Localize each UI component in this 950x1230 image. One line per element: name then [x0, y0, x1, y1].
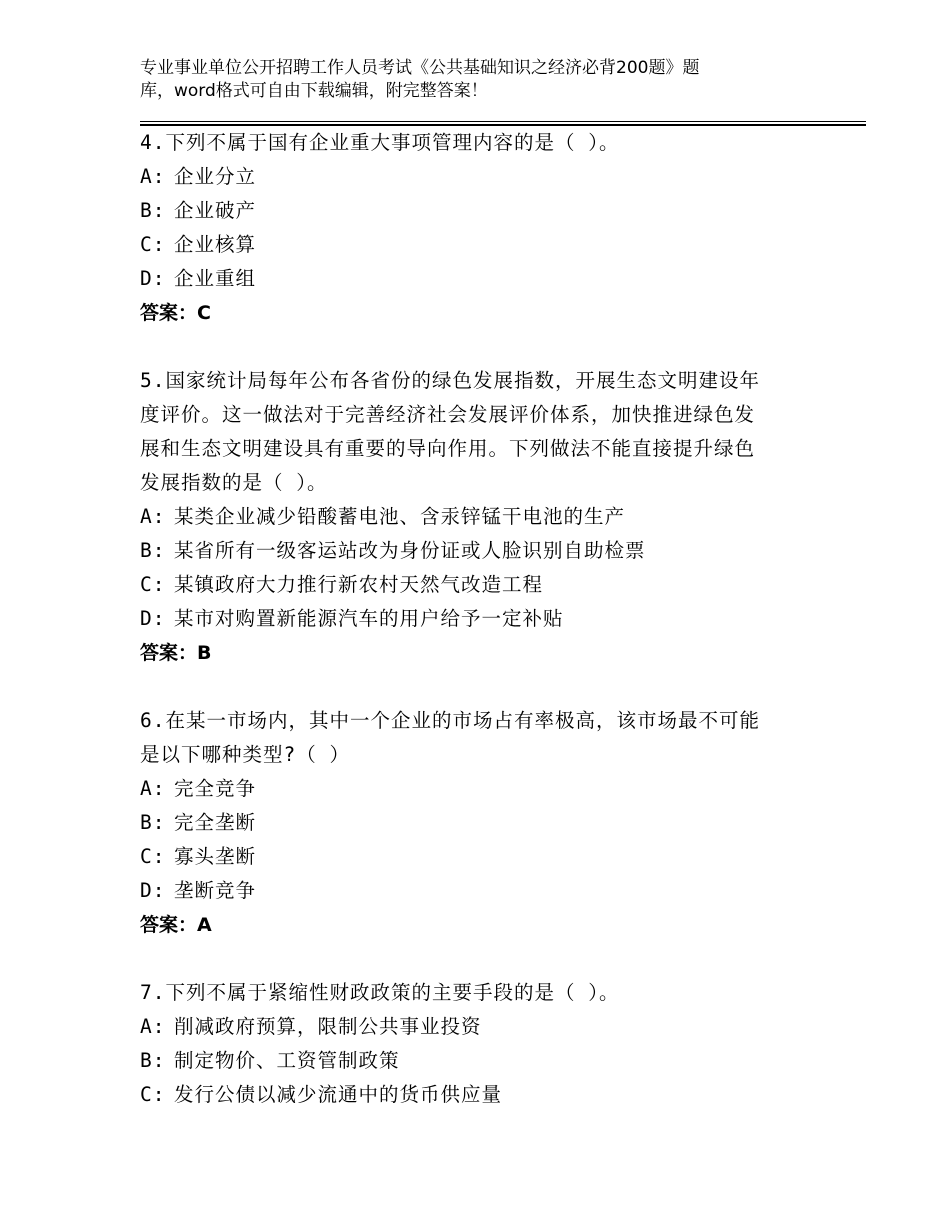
question-4-text: 4.下列不属于国有企业重大事项管理内容的是（ ）。 — [140, 131, 620, 154]
spacer — [140, 330, 800, 364]
option-key: A: — [140, 1015, 166, 1038]
option-text: 垄断竞争 — [174, 879, 257, 902]
option-text: 削减政府预算，限制公共事业投资 — [174, 1015, 482, 1038]
option-key: C: — [140, 573, 166, 596]
question-6-text-line-1: 6.在某一市场内，其中一个企业的市场占有率极高，该市场最不可能 — [140, 709, 760, 732]
question-4-option-c — [140, 228, 800, 262]
question-5 — [140, 364, 800, 670]
question-6-option-a — [140, 772, 800, 806]
question-5-option-d — [140, 602, 800, 636]
question-5-option-b — [140, 534, 800, 568]
option-text: 某省所有一级客运站改为身份证或人脸识别自助检票 — [174, 539, 646, 562]
option-text: 企业分立 — [174, 165, 257, 188]
option-key: C: — [140, 845, 166, 868]
question-list — [140, 126, 800, 1112]
option-text: 完全垄断 — [174, 811, 257, 834]
question-6-option-b — [140, 806, 800, 840]
question-7-option-a — [140, 1010, 800, 1044]
option-key: A: — [140, 777, 166, 800]
question-6-option-c — [140, 840, 800, 874]
question-6-option-d — [140, 874, 800, 908]
question-4-option-a — [140, 160, 800, 194]
option-text: 企业破产 — [174, 199, 257, 222]
option-text: 制定物价、工资管制政策 — [174, 1049, 400, 1072]
option-text: 寡头垄断 — [174, 845, 257, 868]
question-7-text: 7.下列不属于紧缩性财政政策的主要手段的是（ ）。 — [140, 981, 620, 1004]
question-6-text-line-2: 是以下哪种类型?（ ） — [140, 743, 350, 766]
question-5-answer: 答案：B — [140, 642, 212, 664]
question-5-option-c — [140, 568, 800, 602]
option-key: B: — [140, 1049, 166, 1072]
header-title-line-2: 库，word格式可自由下载编辑，附完整答案！ — [140, 81, 488, 101]
header-title-line-1: 专业事业单位公开招聘工作人员考试《公共基础知识之经济必背200题》题 — [140, 58, 700, 78]
question-5-option-a — [140, 500, 800, 534]
spacer — [140, 670, 800, 704]
option-text: 企业重组 — [174, 267, 257, 290]
option-key: A: — [140, 165, 166, 188]
question-4 — [140, 126, 800, 330]
option-text: 发行公债以减少流通中的货币供应量 — [174, 1083, 503, 1106]
spacer — [140, 942, 800, 976]
option-key: D: — [140, 879, 166, 902]
question-5-text-line-3: 展和生态文明建设具有重要的导向作用。下列做法不能直接提升绿色 — [140, 437, 756, 460]
question-7-option-c — [140, 1078, 800, 1112]
option-key: C: — [140, 233, 166, 256]
option-key: D: — [140, 607, 166, 630]
option-key: C: — [140, 1083, 166, 1106]
question-5-text-line-1: 5.国家统计局每年公布各省份的绿色发展指数，开展生态文明建设年 — [140, 369, 760, 392]
question-4-option-b — [140, 194, 800, 228]
option-text: 企业核算 — [174, 233, 257, 256]
option-text: 某市对购置新能源汽车的用户给予一定补贴 — [174, 607, 564, 630]
question-7 — [140, 976, 800, 1112]
question-4-answer: 答案：C — [140, 302, 211, 324]
option-key: A: — [140, 505, 166, 528]
option-text: 完全竞争 — [174, 777, 257, 800]
option-text: 某镇政府大力推行新农村天然气改造工程 — [174, 573, 544, 596]
header-divider-thin — [140, 121, 866, 122]
option-key: B: — [140, 811, 166, 834]
question-6 — [140, 704, 800, 942]
question-4-option-d — [140, 262, 800, 296]
document-header — [140, 57, 780, 103]
question-5-text-line-2: 度评价。这一做法对于完善经济社会发展评价体系，加快推进绿色发 — [140, 403, 756, 426]
option-key: B: — [140, 199, 166, 222]
question-5-text-line-4: 发展指数的是（ ）。 — [140, 471, 328, 494]
option-key: D: — [140, 267, 166, 290]
question-6-answer: 答案：A — [140, 914, 212, 936]
option-key: B: — [140, 539, 166, 562]
option-text: 某类企业减少铅酸蓄电池、含汞锌锰干电池的生产 — [174, 505, 626, 528]
question-7-option-b — [140, 1044, 800, 1078]
